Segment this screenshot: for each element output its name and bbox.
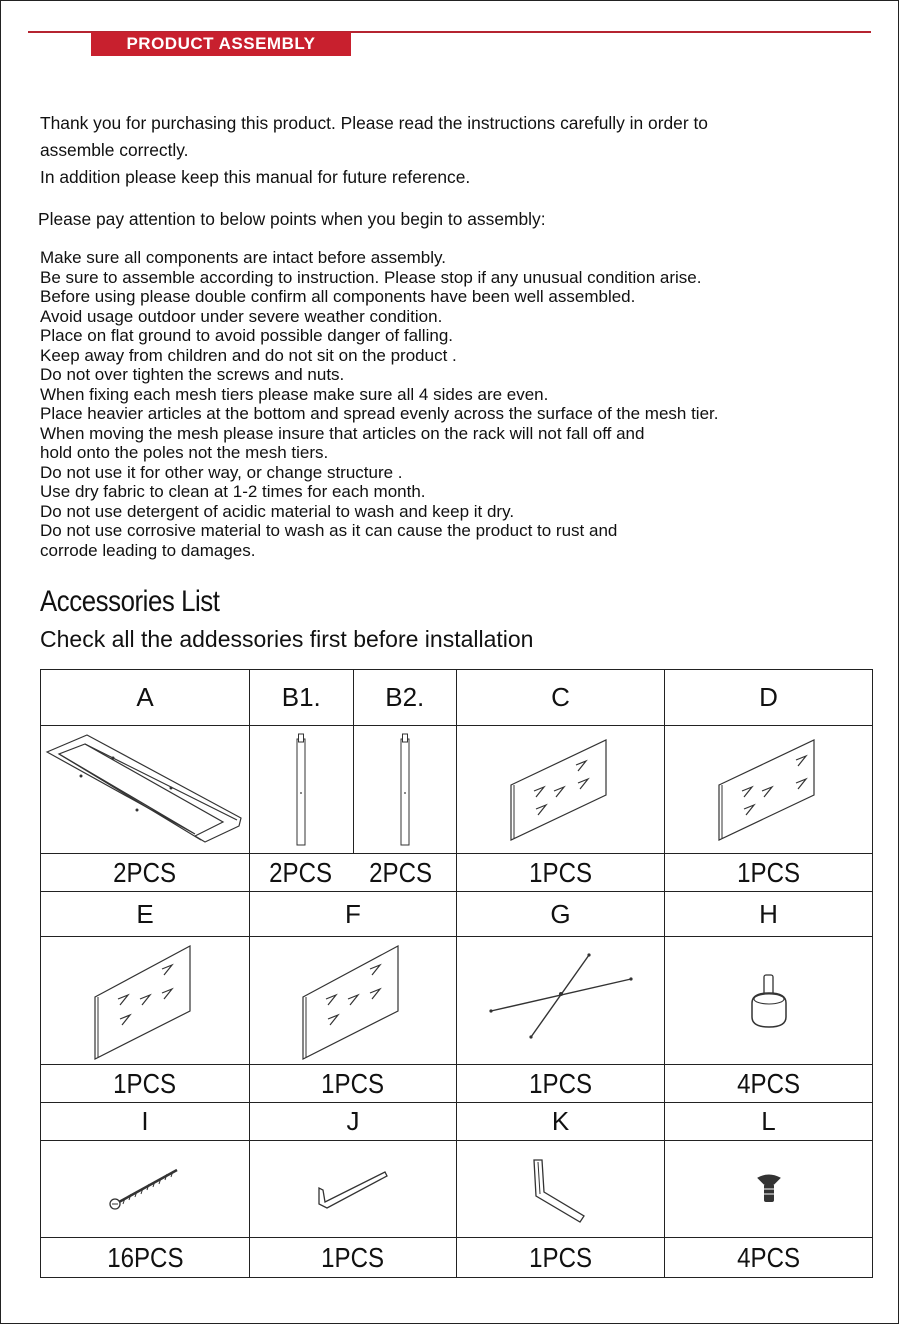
part-label-h: H [759,898,778,929]
point-item: Before using please double confirm all components have been well assembled. [40,287,636,306]
part-qty-f: 1PCS [321,1067,385,1099]
label-cell [457,670,665,726]
image-cell [665,726,873,854]
point-item: Keep away from children and do not sit on the product . [40,345,457,365]
part-label-l: L [761,1106,776,1136]
qty-cell [665,1238,873,1278]
frame-part-a-illustration [45,730,245,850]
point-item: Place on flat ground to avoid possible danger of falling. [40,326,453,345]
label-cell [41,1103,250,1141]
image-row [41,1141,873,1238]
part-label-i: I [141,1106,149,1136]
label-row [41,892,873,937]
image-cell [250,937,457,1065]
image-cell [250,1141,457,1238]
qty-cell [457,854,665,892]
assembly-points [40,248,718,560]
screw-i-illustration [105,1164,185,1214]
part-qty-d: 1PCS [737,856,800,888]
mesh-panel-c-illustration [506,735,616,845]
qty-cell [41,1065,250,1103]
part-qty-a: 2PCS [113,856,177,888]
quantity-row [41,1065,873,1103]
pole-b2-illustration [395,733,415,847]
label-cell [250,670,457,726]
part-label-f: F [345,898,361,929]
label-cell [41,670,250,726]
part-label-g: G [550,898,571,929]
label-cell [250,1103,457,1141]
qty-cell [41,1238,250,1278]
image-cell [250,726,457,854]
part-label-k: K [551,1106,570,1136]
accessories-table [40,669,873,1278]
label-row [41,670,873,726]
qty-cell [665,1065,873,1103]
point-item: hold onto the poles not the mesh tiers. [40,443,329,462]
point-item: Do not over tighten the screws and nuts. [40,365,345,384]
part-qty-b1: 2PCS [269,856,333,888]
label-cell [665,892,873,937]
point-item: Avoid usage outdoor under severe weather condition. [40,306,443,326]
part-qty-e: 1PCS [113,1067,177,1099]
part-qty-l: 4PCS [737,1241,800,1273]
point-item: When moving the mesh please insure that articles on the rack will not fall off and [40,423,645,443]
part-label-c: C [551,682,570,712]
part-label-e: E [136,898,154,929]
label-cell [457,1103,665,1141]
label-cell [250,892,457,937]
part-qty-j: 1PCS [321,1241,385,1273]
accessories-subtitle: Check all the addessories first before installation [40,626,534,652]
mesh-panel-d-illustration [714,735,824,845]
part-label-j: J [346,1106,360,1136]
qty-cell [250,1238,457,1278]
quantity-row [41,1238,873,1278]
cross-brace-g-illustration [481,951,641,1051]
qty-cell [250,854,457,892]
point-item: Make sure all components are intact before assembly. [40,248,446,267]
image-cell [41,937,250,1065]
wrench-k-illustration [526,1154,596,1224]
image-row [41,937,873,1065]
part-qty-i: 16PCS [106,1241,184,1273]
part-qty-h: 4PCS [737,1067,800,1099]
qty-cell [41,854,250,892]
image-cell [457,937,665,1065]
image-cell [665,937,873,1065]
label-cell [665,670,873,726]
accessories-title: Accessories List [40,585,220,618]
part-qty-c: 1PCS [529,856,592,888]
image-cell [457,1141,665,1238]
point-item: When fixing each mesh tiers please make sure all 4 sides are even. [40,384,549,404]
label-cell [457,892,665,937]
intro-line: In addition please keep this manual for future reference. [40,167,471,187]
part-qty-k: 1PCS [529,1241,592,1273]
bolt-l-illustration [754,1172,784,1206]
point-item: Place heavier articles at the bottom and spread evenly across the surface of the mesh tier. [40,404,719,423]
point-item: Do not use corrosive material to wash as it can cause the product to rust and [40,521,618,540]
qty-cell [250,1065,457,1103]
label-cell [41,892,250,937]
mesh-panel-f-illustration [298,941,408,1061]
point-item: Do not use detergent of acidic material to wash and keep it dry. [40,501,515,521]
image-cell [457,726,665,854]
image-cell [665,1141,873,1238]
label-row [41,1103,873,1141]
mesh-panel-e-illustration [90,941,200,1061]
image-cell [41,726,250,854]
part-label-d: D [759,682,778,712]
point-item: Be sure to assemble according to instruction. Please stop if any unusual condition arise. [40,267,702,287]
qty-cell [665,854,873,892]
part-qty-g: 1PCS [529,1067,592,1099]
qty-cell [457,1065,665,1103]
part-label-b2: B2. [385,682,425,712]
allen-key-j-illustration [313,1164,393,1214]
point-item: corrode leading to damages. [40,540,256,560]
pole-b1-illustration [291,733,311,847]
foot-h-illustration [744,971,794,1031]
part-label-b1: B1. [281,682,321,712]
image-cell [41,1141,250,1238]
intro-line: assemble correctly. [40,140,189,160]
intro-text [40,110,840,191]
point-item: Do not use it for other way, or change structure . [40,462,403,482]
intro-line: Thank you for purchasing this product. Please read the instructions carefully in order to [40,113,708,133]
part-label-a: A [136,682,154,712]
image-row [41,726,873,854]
section-title: PRODUCT ASSEMBLY [91,32,351,56]
point-item: Use dry fabric to clean at 1-2 times for each month. [40,482,426,501]
qty-cell [457,1238,665,1278]
label-cell [665,1103,873,1141]
part-qty-b2: 2PCS [368,856,432,888]
attention-heading: Please pay attention to below points when you begin to assembly: [38,209,546,229]
quantity-row [41,854,873,892]
